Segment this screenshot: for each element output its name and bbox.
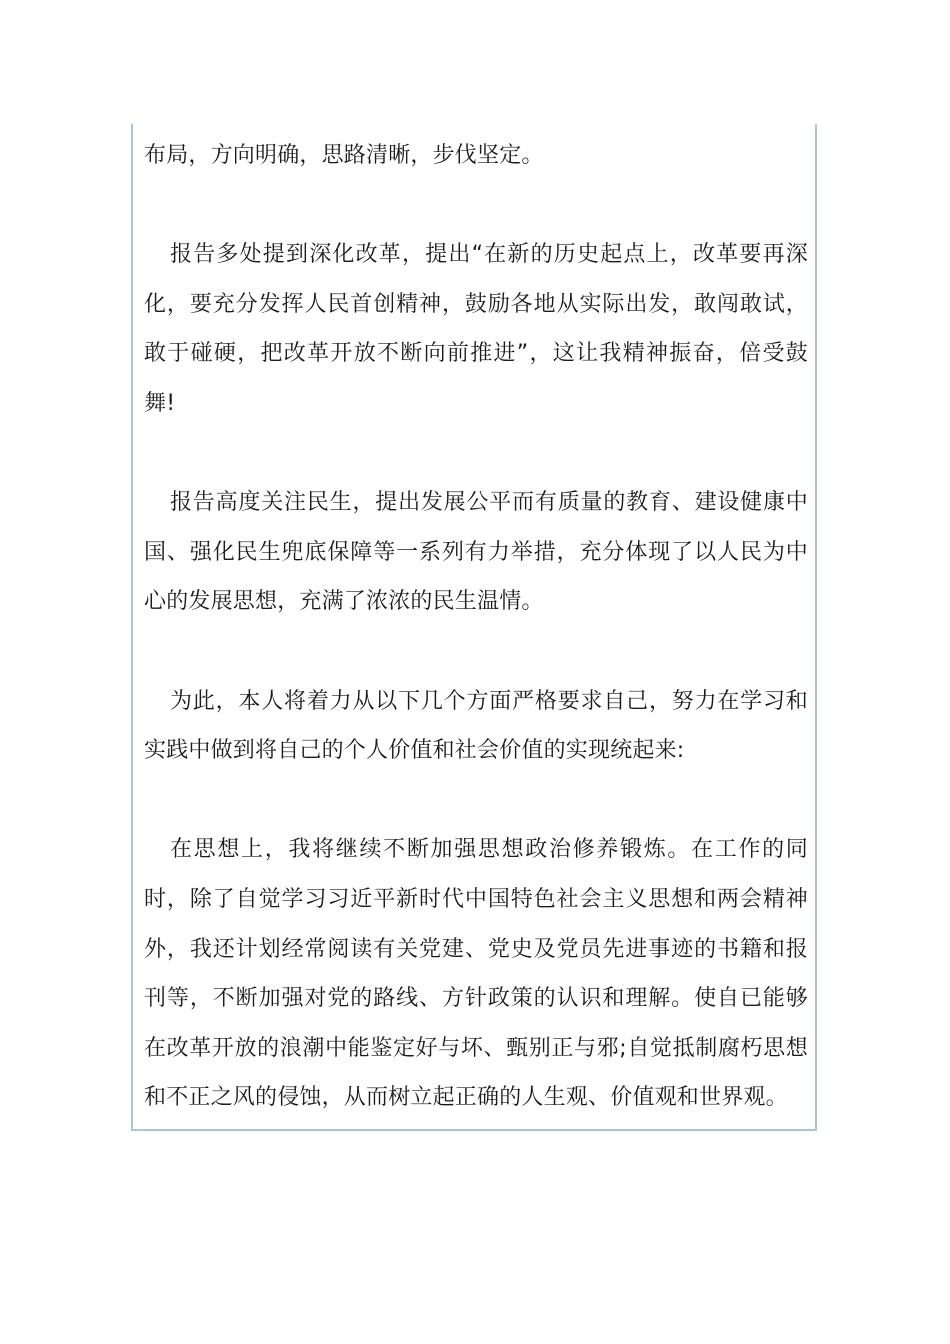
paragraph-commitment: 为此，本人将着力从以下几个方面严格要求自己，努力在学习和实践中做到将自己的个人价值和社会价值的实现统起来: [144, 688, 808, 764]
document-body [144, 131, 808, 1123]
paragraph-livelihood: 报告高度关注民生，提出发展公平而有质量的教育、建设健康中国、强化民生兜底保障等一系列有力举措，充分体现了以人民为中心的发展思想，充满了浓浓的民生温情。 [144, 490, 808, 615]
paragraph-continuation: 布局，方向明确，思路清晰，步伐坚定。 [144, 143, 544, 168]
paragraph-reform: 报告多处提到深化改革，提出“在新的历史起点上，改革要再深化，要充分发挥人民首创精神，鼓励各地从实际出发，敢闯敢试，敢于碰硬，把改革开放不断向前推进”，这让我精神振奋，倍受鼓舞! [144, 242, 808, 416]
paragraph-ideology: 在思想上，我将继续不断加强思想政治修养锻炼。在工作的同时，除了自觉学习习近平新时代中国特色社会主义思想和两会精神外，我还计划经常阅读有关党建、党史及党员先进事迹的书籍和报刊等，不断加强对党的路线、方针政策的认识和理解。使自已能够在改革开放的浪潮中能鉴定好与坏、甄别正与邪;自觉抵制腐朽思想和不正之风的侵蚀，从而树立起正确的人生观、价值观和世界观。 [144, 837, 808, 1111]
